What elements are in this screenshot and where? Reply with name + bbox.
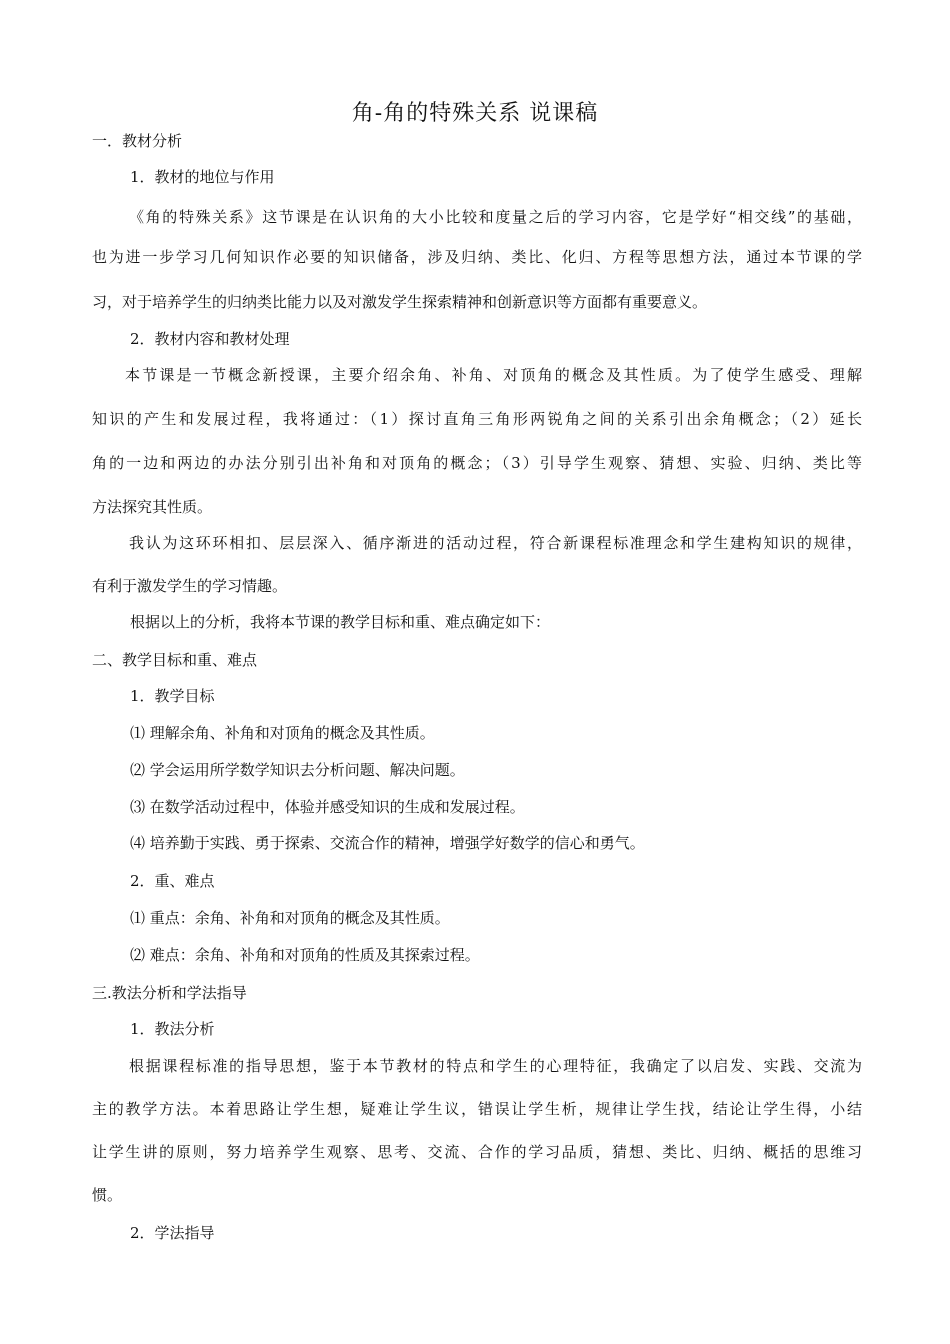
paragraph-line: 让学生讲的原则，努力培养学生观察、思考、交流、合作的学习品质，猜想、类比、归纳、概括的思维习 (92, 1143, 862, 1161)
paragraph-line: 本节课是一节概念新授课，主要介绍余角、补角、对顶角的概念及其性质。为了使学生感受、理解 (125, 366, 862, 384)
paragraph-line: 知识的产生和发展过程，我将通过：（1）探讨直角三角形两锐角之间的关系引出余角概念；（2）延长 (92, 410, 862, 428)
list-item: ⑴ 理解余角、补角和对顶角的概念及其性质。 (130, 724, 435, 742)
paragraph-line: 根据课程标准的指导思想，鉴于本节教材的特点和学生的心理特征，我确定了以启发、实践、交流为 (129, 1057, 862, 1075)
subheading-3-1: 1．教法分析 (130, 1020, 215, 1038)
section-heading-3: 三.教法分析和学法指导 (92, 984, 247, 1002)
paragraph-line: 惯。 (92, 1186, 123, 1204)
subheading-2-1: 1．教学目标 (130, 687, 215, 705)
subheading-3-2: 2．学法指导 (130, 1224, 215, 1242)
paragraph-line: 角的一边和两边的办法分别引出补角和对顶角的概念；（3）引导学生观察、猜想、实验、归纳、类比等 (92, 454, 862, 472)
paragraph-line: 主的教学方法。本着思路让学生想，疑难让学生议，错误让学生析，规律让学生找，结论让学生得，小结 (92, 1100, 862, 1118)
list-item: ⑵ 难点：余角、补角和对顶角的性质及其探索过程。 (130, 946, 480, 964)
paragraph-line: 有利于激发学生的学习情趣。 (92, 577, 288, 595)
list-item: ⑷ 培养勤于实践、勇于探索、交流合作的精神，增强学好数学的信心和勇气。 (130, 834, 645, 852)
subheading-1-2: 2．教材内容和教材处理 (130, 330, 290, 348)
subheading-1-1: 1．教材的地位与作用 (130, 168, 275, 186)
section-heading-2: 二、教学目标和重、难点 (92, 651, 258, 669)
paragraph-line: 习，对于培养学生的归纳类比能力以及对激发学生探索精神和创新意识等方面都有重要意义。 (92, 293, 708, 311)
paragraph-line: 《角的特殊关系》这节课是在认识角的大小比较和度量之后的学习内容，它是学好“相交线”的基础， (129, 208, 862, 226)
paragraph-line: 根据以上的分析，我将本节课的教学目标和重、难点确定如下： (130, 613, 551, 631)
list-item: ⑴ 重点：余角、补角和对顶角的概念及其性质。 (130, 909, 450, 927)
subheading-2-2: 2．重、难点 (130, 872, 215, 890)
page-title: 角-角的特殊关系 说课稿 (351, 101, 599, 126)
paragraph-line: 方法探究其性质。 (92, 498, 213, 516)
paragraph-line: 我认为这环环相扣、层层深入、循序渐进的活动过程，符合新课程标准理念和学生建构知识的规律， (129, 534, 862, 552)
list-item: ⑶ 在数学活动过程中，体验并感受知识的生成和发展过程。 (130, 798, 525, 816)
list-item: ⑵ 学会运用所学数学知识去分析问题、解决问题。 (130, 761, 465, 779)
section-heading-1: 一．教材分析 (92, 132, 183, 150)
paragraph-line: 也为进一步学习几何知识作必要的知识储备，涉及归纳、类比、化归、方程等思想方法，通过本节课的学 (92, 248, 862, 266)
